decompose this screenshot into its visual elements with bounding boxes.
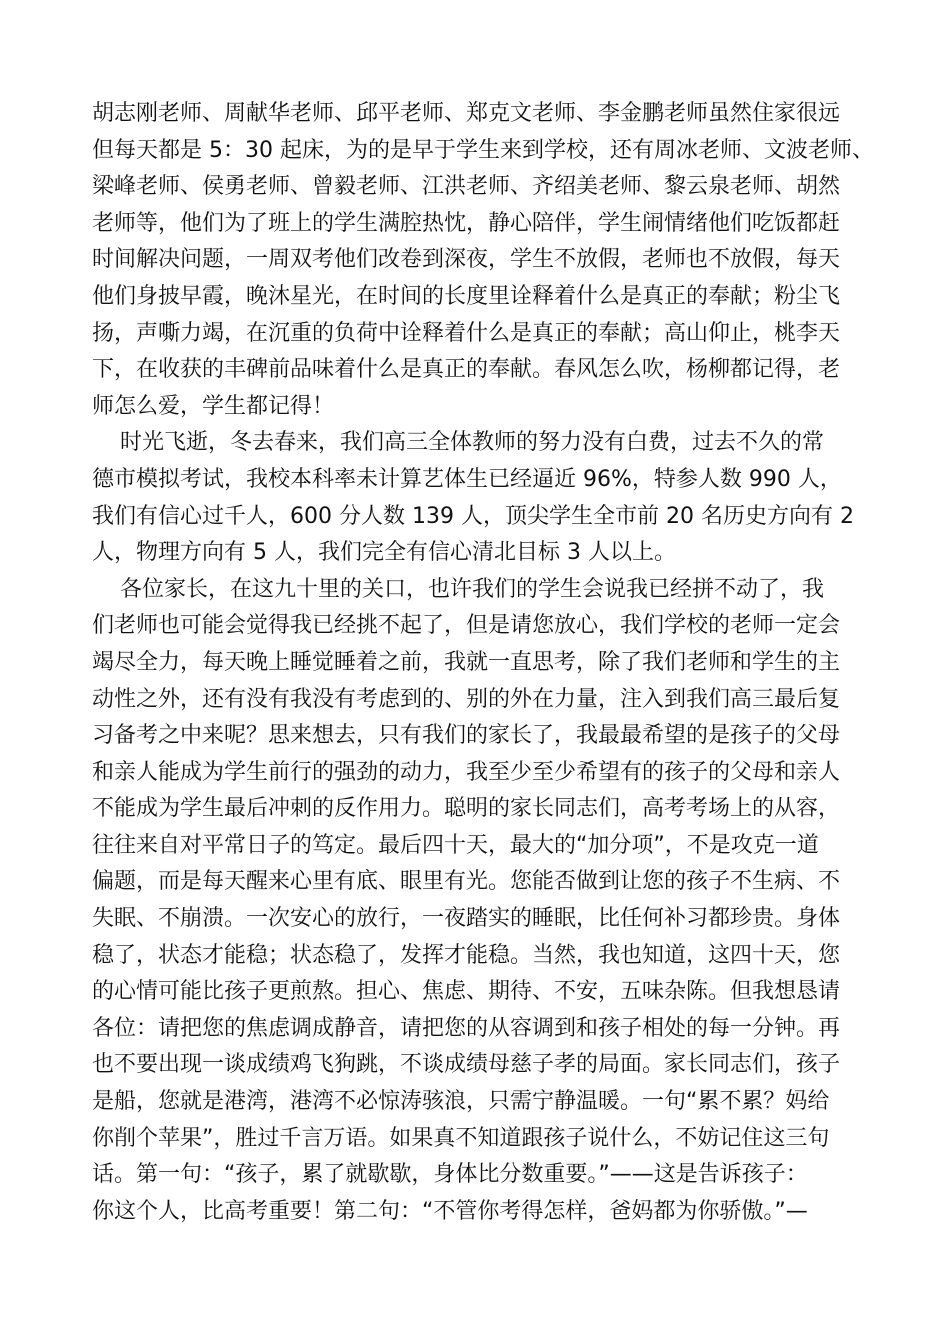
text-line: 习备考之中来呢？思来想去，只有我们的家长了，我最最希望的是孩子的父母 [92, 723, 841, 749]
text-line: 各位：请把您的焦虑调成静音，请把您的从容调到和孩子相处的每一分钟。再 [92, 1015, 841, 1041]
text-line: 失眠、不崩溃。一次安心的放行，一夜踏实的睡眠，比任何补习都珍贵。身体 [92, 906, 841, 932]
text-line: 往往来自对平常日子的笃定。最后四十天，最大的“加分项”，不是攻克一道 [92, 832, 819, 858]
text-line: 我们有信心过千人，600 分人数 139 人，顶尖学生全市前 20 名历史方向有 2 [92, 503, 854, 529]
text-line: 梁峰老师、侯勇老师、曾毅老师、江洪老师、齐绍美老师、黎云泉老师、胡然 [92, 174, 841, 200]
text-line: 你削个苹果”，胜过千言万语。如果真不知道跟孩子说什么，不妨记住这三句 [92, 1125, 830, 1151]
text-line: 他们身披早霞，晚沐星光，在时间的长度里诠释着什么是真正的奉献；粉尘飞 [92, 283, 841, 309]
text-line: 时间解决问题，一周双考他们改卷到深夜，学生不放假，老师也不放假，每天 [92, 247, 841, 273]
text-line: 不能成为学生最后冲刺的反作用力。聪明的家长同志们，高考考场上的从容， [92, 796, 841, 822]
text-line: 扬，声嘶力竭，在沉重的负荷中诠释着什么是真正的奉献；高山仰止，桃李天 [92, 320, 841, 346]
text-line: 动性之外，还有没有我没有考虑到的、别的外在力量，注入到我们高三最后复 [92, 686, 841, 712]
text-line: 老师等，他们为了班上的学生满腔热忱，静心陪伴，学生闹情绪他们吃饭都赶 [92, 210, 841, 236]
text-line: 们老师也可能会觉得我已经挑不起了，但是请您放心，我们学校的老师一定会 [92, 613, 841, 639]
text-line: 下，在收获的丰碑前品味着什么是真正的奉献。春风怎么吹，杨柳都记得，老 [92, 357, 841, 383]
text-line: 但每天都是 5：30 起床，为的是早于学生来到学校，还有周冰老师、文波老师、 [92, 137, 874, 163]
text-line: 的心情可能比孩子更煎熬。担心、焦虑、期待、不安，五味杂陈。但我想恳请 [92, 979, 841, 1005]
text-line: 德市模拟考试，我校本科率未计算艺体生已经逼近 96%，特参人数 990 人， [92, 466, 842, 492]
text-line: 师怎么爱，学生都记得！ [92, 393, 335, 419]
paragraph-start-line: 各位家长，在这九十里的关口，也许我们的学生会说我已经拼不动了，我 [92, 576, 824, 602]
text-line: 也不要出现一谈成绩鸡飞狗跳，不谈成绩母慈子孝的局面。家长同志们，孩子 [92, 1052, 841, 1078]
text-line: 稳了，状态才能稳；状态稳了，发挥才能稳。当然，我也知道，这四十天，您 [92, 942, 841, 968]
text-line: 是船，您就是港湾，港湾不必惊涛骇浪，只需宁静温暖。一句“累不累？妈给 [92, 1089, 830, 1115]
text-line: 和亲人能成为学生前行的强劲的动力，我至少至少希望有的孩子的父母和亲人 [92, 759, 841, 785]
text-line: 胡志刚老师、周献华老师、邱平老师、郑克文老师、李金鹏老师虽然住家很远 [92, 101, 841, 126]
text-line: 你这个人，比高考重要！第二句：“不管你考得怎样，爸妈都为你骄傲。”— [92, 1198, 808, 1224]
text-line: 人，物理方向有 5 人，我们完全有信心清北目标 3 人以上。 [92, 540, 676, 566]
text-line: 竭尽全力，每天晚上睡觉睡着之前，我就一直思考，除了我们老师和学生的主 [92, 649, 841, 675]
document-body [92, 96, 874, 1230]
text-line: 话。第一句：“孩子，累了就歇歇，身体比分数重要。”——这是告诉孩子： [92, 1162, 808, 1188]
text-line: 偏题，而是每天醒来心里有底、眼里有光。您能否做到让您的孩子不生病、不 [92, 869, 841, 895]
paragraph-start-line: 时光飞逝，冬去春来，我们高三全体教师的努力没有白费，过去不久的常 [92, 430, 824, 456]
